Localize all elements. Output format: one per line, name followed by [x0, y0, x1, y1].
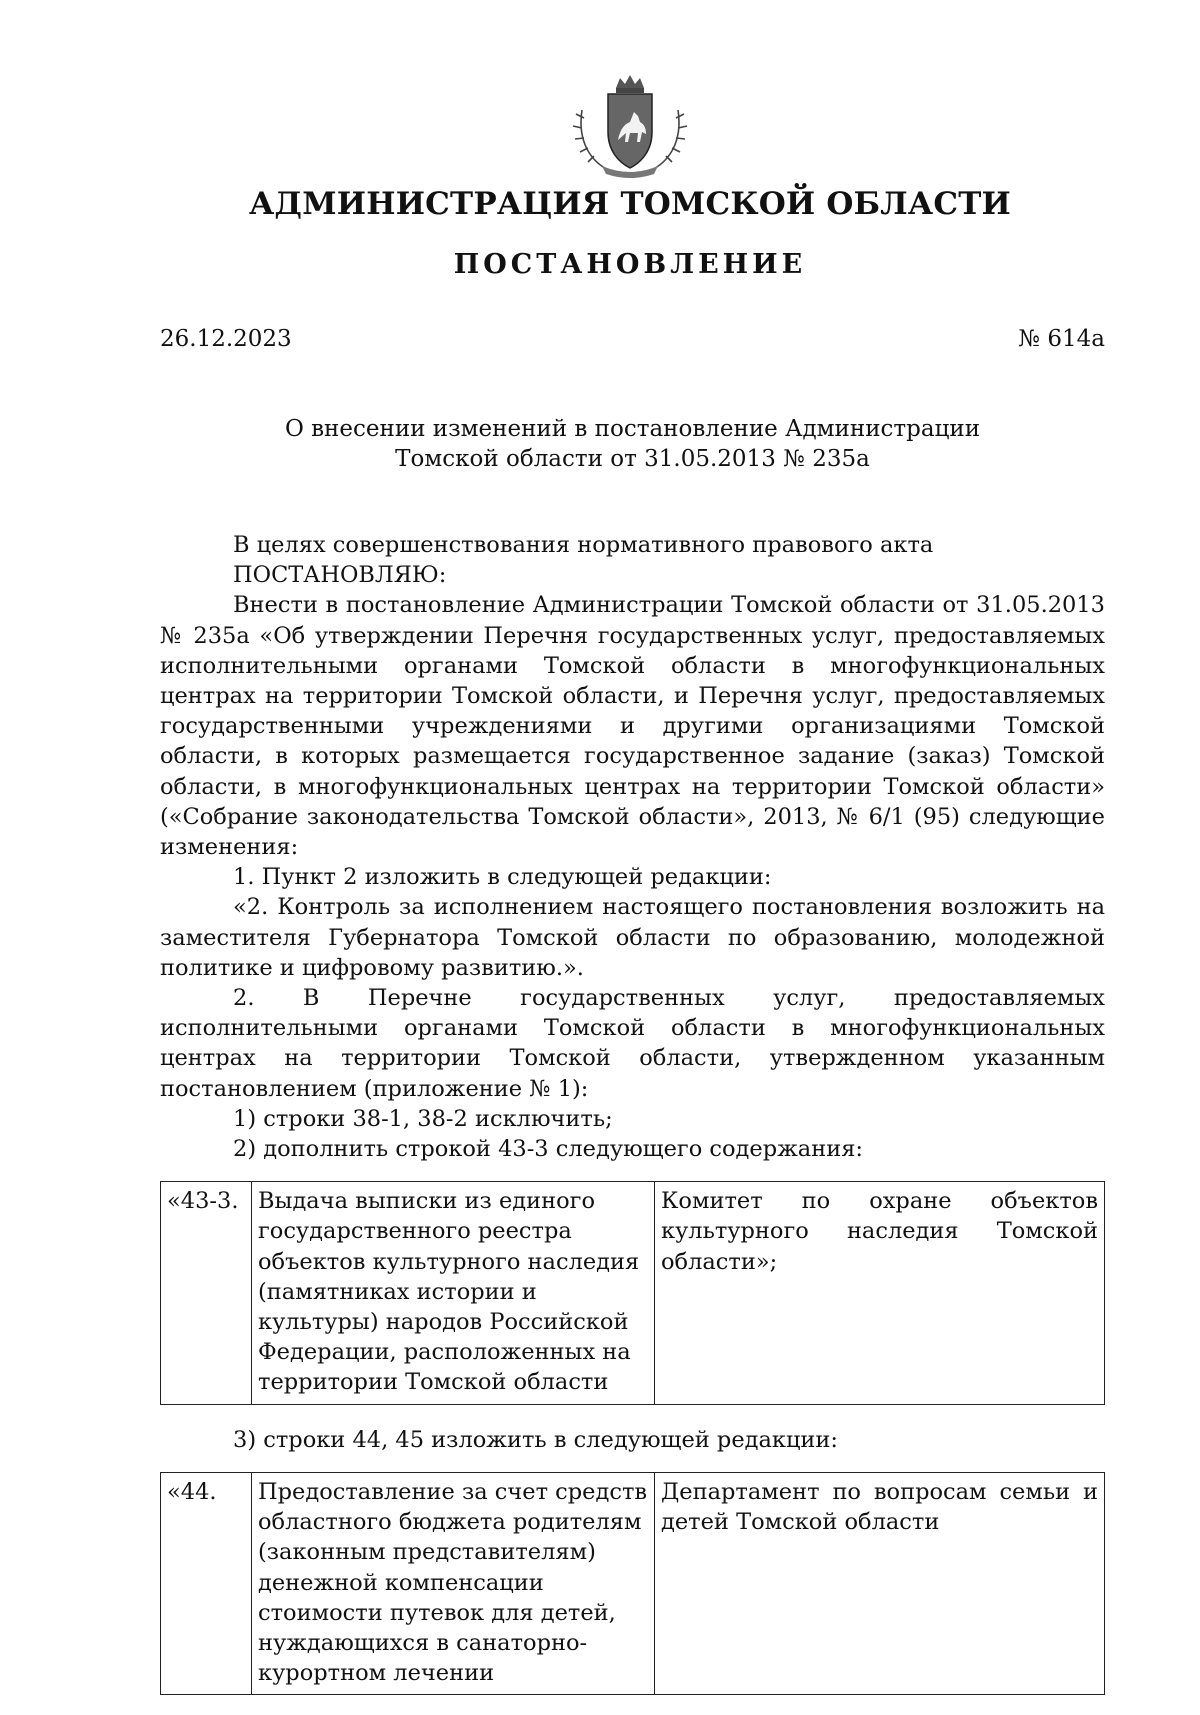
document-date: 26.12.2023 — [160, 326, 292, 352]
item-1-heading: 1. Пункт 2 изложить в следующей редакции: — [233, 864, 772, 891]
service-name-cell: Предоставление за счет средств областного бюджета родителям (законным представителям) денежной компенсации стоимости путевок для детей, нуждающихся в санаторно-курортном лечении — [252, 1472, 655, 1694]
item-2-heading: 2. В Перечне государственных услуг, предоставляемых исполнительными органами Томской области в многофункциональных центрах на территории Томской области, утвержденном указанным постановлением (приложение № 1): — [160, 985, 1105, 1102]
intro-paragraph: Внести в постановление Администрации Томской области от 31.05.2013 № 235а «Об утверждении Перечня государственных услуг, предоставляемых исполнительными органами Томской области в многофункциональных центрах на территории Томской области, и Перечня услуг, предоставляемых государственными учреждениями и другими организациями Томской области, в которых размещается государственное задание (заказ) Томской области, в многофункциональных центрах на территории Томской области» («Собрание законодательства Томской области», 2013, № 6/1 (95) следующие изменения: — [160, 592, 1105, 861]
subitem-3: 3) строки 44, 45 изложить в следующей редакции: — [233, 1426, 839, 1453]
table-row — [161, 1472, 1105, 1694]
document-number: № 614а — [1018, 326, 1105, 352]
agency-cell: Комитет по охране объектов культурного наследия Томской области»; — [655, 1182, 1105, 1404]
service-name-cell: Выдача выписки из единого государственного реестра объектов культурного наследия (памятниках истории и культуры) народов Российской Федерации, расположенных на территории Томской области — [252, 1182, 655, 1404]
title-line-2: Томской области от 31.05.2013 № 235а — [395, 446, 870, 472]
row-44-table — [160, 1472, 1105, 1695]
document-type: ПОСТАНОВЛЕНИЕ — [453, 249, 807, 280]
title-line-1: О внесении изменений в постановление Администрации — [284, 416, 981, 442]
table-row — [161, 1182, 1105, 1404]
row-number-cell: «43-3. — [161, 1182, 252, 1404]
subitem-1: 1) строки 38-1, 38-2 исключить; — [233, 1105, 613, 1132]
subitem-2: 2) дополнить строкой 43-3 следующего содержания: — [233, 1136, 863, 1163]
document-title — [160, 414, 1105, 474]
decree-word: ПОСТАНОВЛЯЮ: — [233, 562, 447, 589]
purpose-paragraph: В целях совершенствования нормативного правового акта — [233, 532, 934, 558]
row-43-3-table — [160, 1181, 1105, 1404]
row-number-cell: «44. — [161, 1472, 252, 1694]
item-1-text: «2. Контроль за исполнением настоящего постановления возложить на заместителя Губернатора Томской области по образованию, молодежной политике и цифровому развитию.». — [160, 894, 1105, 981]
tomsk-oblast-coat-of-arms-icon — [568, 70, 692, 180]
agency-cell: Департамент по вопросам семьи и детей Томской области — [655, 1472, 1105, 1694]
organization-name: АДМИНИСТРАЦИЯ ТОМСКОЙ ОБЛАСТИ — [248, 186, 1011, 222]
document-body — [160, 530, 1105, 1715]
